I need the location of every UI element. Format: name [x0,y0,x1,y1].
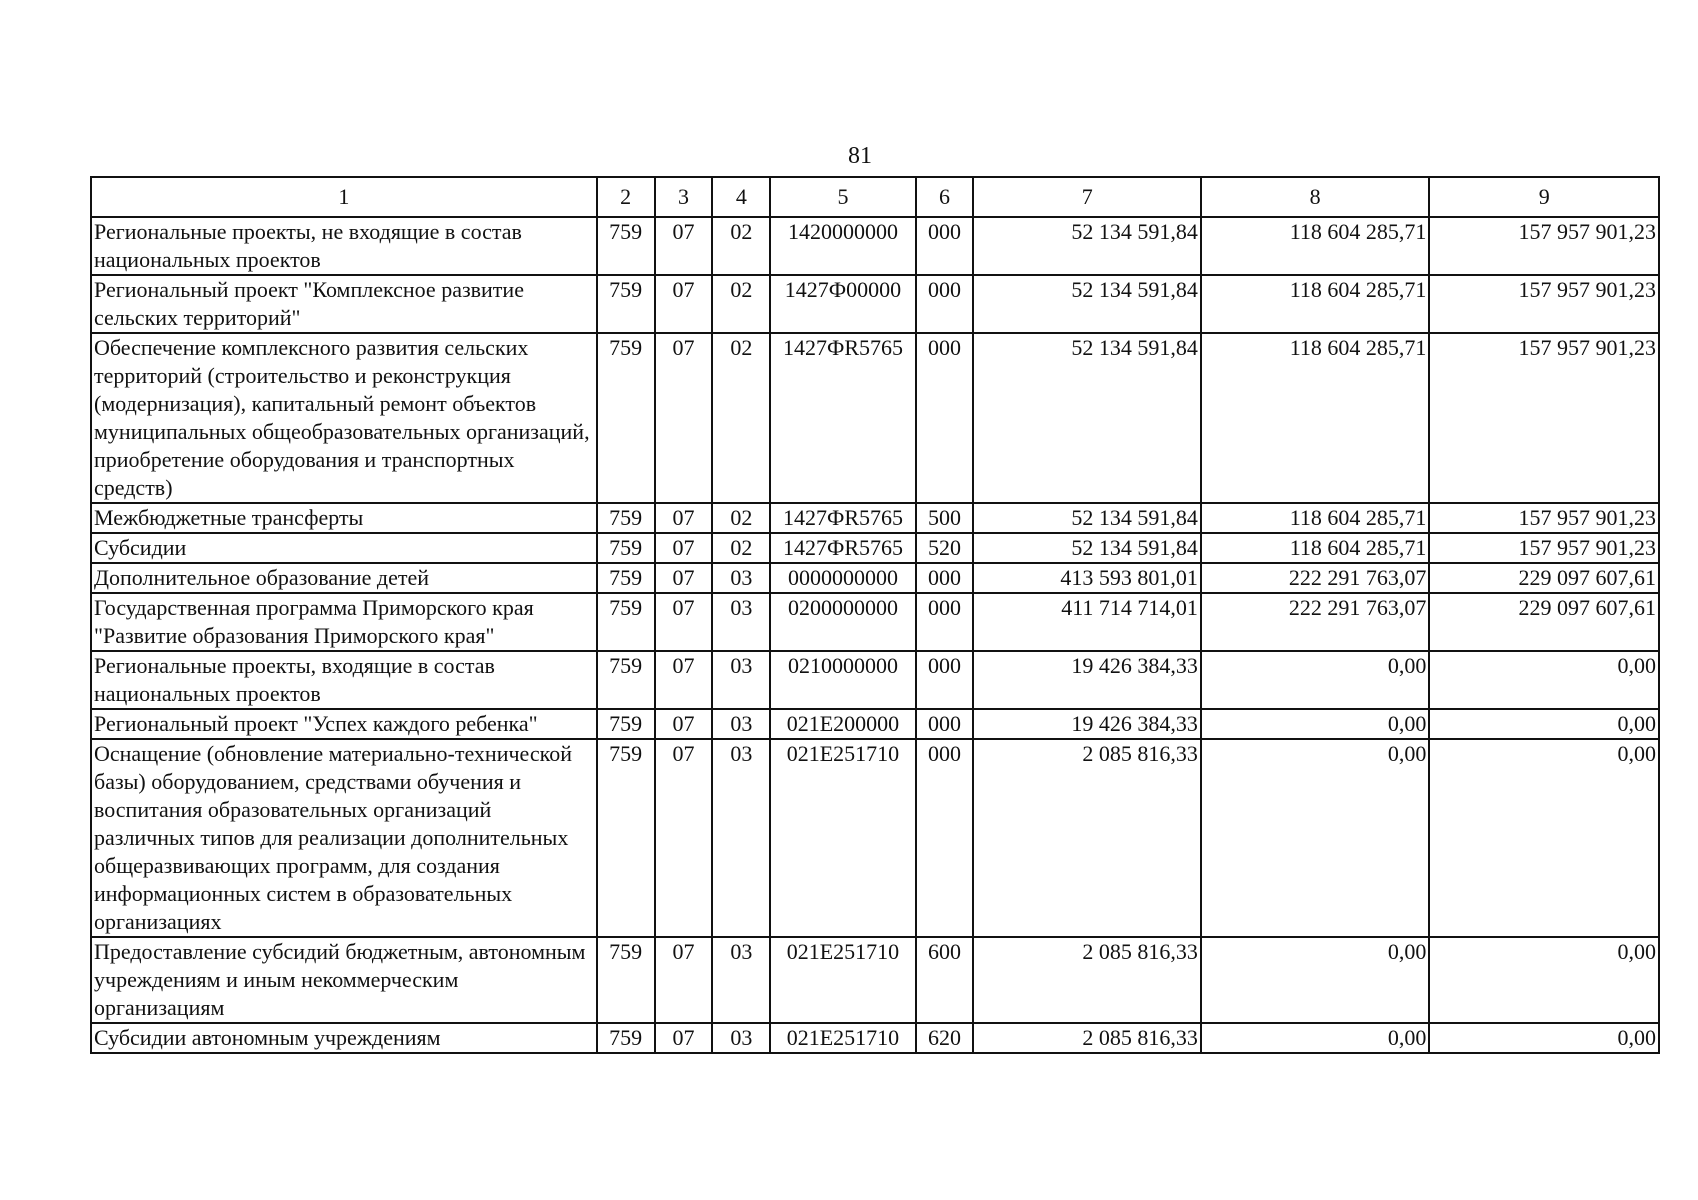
row-code-2: 759 [597,333,655,503]
row-code-6: 000 [916,563,974,593]
row-amount-8: 222 291 763,07 [1201,563,1429,593]
row-code-4: 03 [712,593,770,651]
row-name: Субсидии [91,533,597,563]
row-code-3: 07 [655,593,713,651]
row-amount-7: 2 085 816,33 [973,1023,1200,1053]
header-col-8: 8 [1201,177,1429,217]
header-col-7: 7 [973,177,1200,217]
row-code-6: 000 [916,593,974,651]
row-amount-9: 157 957 901,23 [1429,275,1659,333]
header-col-5: 5 [770,177,915,217]
row-code-6: 000 [916,739,974,937]
row-name: Региональный проект "Успех каждого ребенка" [91,709,597,739]
row-amount-9: 229 097 607,61 [1429,563,1659,593]
header-col-1: 1 [91,177,597,217]
row-code-3: 07 [655,333,713,503]
row-name: Дополнительное образование детей [91,563,597,593]
row-amount-9: 0,00 [1429,709,1659,739]
row-code-4: 02 [712,533,770,563]
row-amount-8: 118 604 285,71 [1201,275,1429,333]
row-code-3: 07 [655,651,713,709]
row-code-2: 759 [597,533,655,563]
row-code-6: 500 [916,503,974,533]
row-code-5: 1420000000 [770,217,915,275]
row-code-2: 759 [597,593,655,651]
row-amount-7: 52 134 591,84 [973,275,1200,333]
row-code-3: 07 [655,1023,713,1053]
row-code-2: 759 [597,709,655,739]
row-name: Региональные проекты, не входящие в состав национальных проектов [91,217,597,275]
row-code-5: 021E200000 [770,709,915,739]
header-col-3: 3 [655,177,713,217]
row-name: Предоставление субсидий бюджетным, автономным учреждениям и иным некоммерческим организациям [91,937,597,1023]
table-row [91,333,1659,503]
header-row [91,177,1659,217]
row-amount-8: 0,00 [1201,709,1429,739]
page-number: 81 [848,143,872,169]
row-code-6: 520 [916,533,974,563]
table-row [91,563,1659,593]
row-amount-8: 0,00 [1201,739,1429,937]
table-row [91,533,1659,563]
row-name: Обеспечение комплексного развития сельских территорий (строительство и реконструкция (модернизация), капитальный ремонт объектов муниципальных общеобразовательных организаций, приобретение оборудования и транспортных средств) [91,333,597,503]
row-amount-8: 0,00 [1201,651,1429,709]
row-code-2: 759 [597,937,655,1023]
row-amount-9: 0,00 [1429,739,1659,937]
table-row [91,275,1659,333]
row-amount-8: 0,00 [1201,937,1429,1023]
table-row [91,651,1659,709]
row-amount-8: 0,00 [1201,1023,1429,1053]
table-row [91,593,1659,651]
row-code-4: 02 [712,217,770,275]
row-code-4: 03 [712,739,770,937]
row-code-5: 0000000000 [770,563,915,593]
row-code-3: 07 [655,217,713,275]
row-code-2: 759 [597,503,655,533]
row-code-5: 1427ФR5765 [770,533,915,563]
row-code-2: 759 [597,651,655,709]
row-amount-9: 0,00 [1429,937,1659,1023]
row-amount-7: 52 134 591,84 [973,333,1200,503]
row-amount-7: 52 134 591,84 [973,503,1200,533]
row-code-4: 03 [712,651,770,709]
row-amount-7: 2 085 816,33 [973,937,1200,1023]
row-code-5: 021E251710 [770,1023,915,1053]
row-code-2: 759 [597,1023,655,1053]
row-name: Оснащение (обновление материально-технической базы) оборудованием, средствами обучения и воспитания образовательных организаций различных типов для реализации дополнительных общеразвивающих программ, для создания информационных систем в образовательных организациях [91,739,597,937]
row-name: Государственная программа Приморского края "Развитие образования Приморского края" [91,593,597,651]
row-code-2: 759 [597,563,655,593]
row-name: Региональный проект "Комплексное развитие сельских территорий" [91,275,597,333]
row-amount-8: 118 604 285,71 [1201,333,1429,503]
row-code-6: 000 [916,217,974,275]
row-code-3: 07 [655,533,713,563]
row-name: Региональные проекты, входящие в состав национальных проектов [91,651,597,709]
header-col-4: 4 [712,177,770,217]
row-amount-7: 2 085 816,33 [973,739,1200,937]
row-code-4: 02 [712,333,770,503]
table-row [91,217,1659,275]
row-amount-8: 118 604 285,71 [1201,503,1429,533]
row-amount-9: 229 097 607,61 [1429,593,1659,651]
row-amount-8: 118 604 285,71 [1201,217,1429,275]
table-row [91,1023,1659,1053]
row-amount-9: 157 957 901,23 [1429,503,1659,533]
row-code-5: 0210000000 [770,651,915,709]
header-col-9: 9 [1429,177,1659,217]
row-code-4: 03 [712,1023,770,1053]
row-amount-9: 0,00 [1429,651,1659,709]
row-code-6: 000 [916,651,974,709]
row-code-5: 1427ФR5765 [770,333,915,503]
row-name: Межбюджетные трансферты [91,503,597,533]
row-code-5: 1427Ф00000 [770,275,915,333]
row-amount-8: 222 291 763,07 [1201,593,1429,651]
row-code-2: 759 [597,739,655,937]
row-code-6: 000 [916,333,974,503]
row-code-6: 000 [916,275,974,333]
header-col-6: 6 [916,177,974,217]
row-amount-9: 157 957 901,23 [1429,533,1659,563]
row-name: Субсидии автономным учреждениям [91,1023,597,1053]
row-code-4: 02 [712,503,770,533]
table-row [91,739,1659,937]
row-code-2: 759 [597,217,655,275]
row-code-3: 07 [655,275,713,333]
row-code-3: 07 [655,937,713,1023]
row-amount-7: 52 134 591,84 [973,533,1200,563]
row-code-5: 021E251710 [770,739,915,937]
row-code-2: 759 [597,275,655,333]
row-amount-7: 52 134 591,84 [973,217,1200,275]
row-code-3: 07 [655,503,713,533]
row-amount-9: 157 957 901,23 [1429,217,1659,275]
row-code-5: 1427ФR5765 [770,503,915,533]
budget-table [90,176,1660,1054]
row-code-3: 07 [655,739,713,937]
row-code-6: 600 [916,937,974,1023]
row-code-4: 03 [712,709,770,739]
row-code-3: 07 [655,563,713,593]
row-code-4: 02 [712,275,770,333]
row-code-5: 021E251710 [770,937,915,1023]
row-amount-7: 411 714 714,01 [973,593,1200,651]
row-code-3: 07 [655,709,713,739]
table-row [91,503,1659,533]
row-amount-9: 0,00 [1429,1023,1659,1053]
row-amount-9: 157 957 901,23 [1429,333,1659,503]
row-code-6: 620 [916,1023,974,1053]
row-code-4: 03 [712,937,770,1023]
row-amount-7: 19 426 384,33 [973,709,1200,739]
row-code-5: 0200000000 [770,593,915,651]
row-amount-7: 19 426 384,33 [973,651,1200,709]
header-col-2: 2 [597,177,655,217]
row-amount-7: 413 593 801,01 [973,563,1200,593]
row-amount-8: 118 604 285,71 [1201,533,1429,563]
table-row [91,709,1659,739]
row-code-6: 000 [916,709,974,739]
table-row [91,937,1659,1023]
row-code-4: 03 [712,563,770,593]
